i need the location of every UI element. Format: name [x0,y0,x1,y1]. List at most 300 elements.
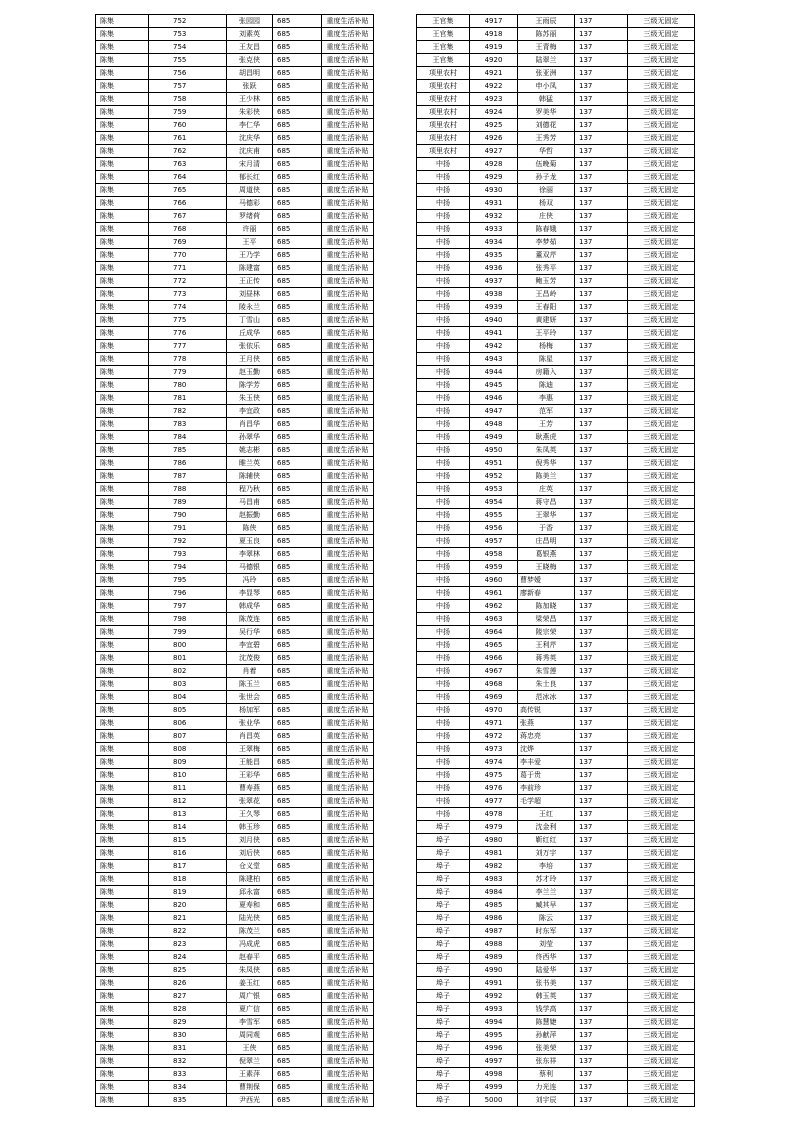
amount-cell: 137 [575,288,628,301]
subsidy-type-cell: 三级无固定 [628,522,695,535]
subsidy-type-cell: 重度生活补贴 [322,197,374,210]
name-cell: 王少林 [227,93,273,106]
subsidy-type-cell: 重度生活补贴 [322,626,374,639]
subsidy-type-cell: 三级无固定 [628,730,695,743]
subsidy-type-cell: 重度生活补贴 [322,925,374,938]
number-cell: 4952 [470,470,518,483]
name-cell: 张美荣 [518,1042,575,1055]
town-cell: 埠子 [417,847,470,860]
subsidy-type-cell: 三级无固定 [628,262,695,275]
subsidy-type-cell: 重度生活补贴 [322,522,374,535]
number-cell: 4990 [470,964,518,977]
number-cell: 797 [149,600,227,613]
town-cell: 陈集 [96,522,149,535]
number-cell: 832 [149,1055,227,1068]
subsidy-type-cell: 重度生活补贴 [322,782,374,795]
subsidy-type-cell: 重度生活补贴 [322,613,374,626]
subsidy-type-cell: 重度生活补贴 [322,977,374,990]
number-cell: 775 [149,314,227,327]
amount-cell: 137 [575,223,628,236]
table-row [417,262,695,275]
town-cell: 中扬 [417,808,470,821]
subsidy-type-cell: 三级无固定 [628,145,695,158]
town-cell: 陈集 [96,184,149,197]
table-row [417,535,695,548]
number-cell: 4985 [470,899,518,912]
town-cell: 陈集 [96,665,149,678]
number-cell: 760 [149,119,227,132]
table-row [96,262,374,275]
table-row [417,548,695,561]
number-cell: 752 [149,15,227,28]
town-cell: 陈集 [96,652,149,665]
table-row [96,691,374,704]
amount-cell: 137 [575,119,628,132]
table-row [417,340,695,353]
amount-cell: 685 [273,626,322,639]
subsidy-type-cell: 重度生活补贴 [322,236,374,249]
table-row [417,106,695,119]
table-row [96,756,374,769]
subsidy-type-cell: 重度生活补贴 [322,366,374,379]
subsidy-type-cell: 三级无固定 [628,1003,695,1016]
subsidy-type-cell: 重度生活补贴 [322,249,374,262]
amount-cell: 137 [575,483,628,496]
number-cell: 4946 [470,392,518,405]
table-row [417,561,695,574]
name-cell: 刘月侠 [227,834,273,847]
subsidy-type-cell: 重度生活补贴 [322,444,374,457]
town-cell: 陈集 [96,158,149,171]
number-cell: 802 [149,665,227,678]
table-row [417,93,695,106]
number-cell: 4936 [470,262,518,275]
amount-cell: 685 [273,132,322,145]
town-cell: 陈集 [96,379,149,392]
table-row [417,483,695,496]
table-row [417,574,695,587]
table-row [417,1016,695,1029]
table-row [96,444,374,457]
amount-cell: 137 [575,678,628,691]
town-cell: 陈集 [96,899,149,912]
town-cell: 埠子 [417,1003,470,1016]
table-row [417,54,695,67]
town-cell: 陈集 [96,210,149,223]
table-row [96,431,374,444]
subsidy-type-cell: 重度生活补贴 [322,80,374,93]
number-cell: 4992 [470,990,518,1003]
table-row [417,964,695,977]
table-row [96,743,374,756]
amount-cell: 685 [273,1003,322,1016]
town-cell: 陈集 [96,535,149,548]
name-cell: 姜玉红 [227,977,273,990]
subsidy-type-cell: 重度生活补贴 [322,496,374,509]
number-cell: 818 [149,873,227,886]
amount-cell: 685 [273,1094,322,1107]
amount-cell: 137 [575,132,628,145]
table-row [96,405,374,418]
table-row [417,1003,695,1016]
number-cell: 4944 [470,366,518,379]
amount-cell: 685 [273,639,322,652]
table-row [96,912,374,925]
number-cell: 4922 [470,80,518,93]
amount-cell: 137 [575,314,628,327]
number-cell: 824 [149,951,227,964]
number-cell: 4968 [470,678,518,691]
town-cell: 中扬 [417,691,470,704]
name-cell: 刘万宇 [518,847,575,860]
number-cell: 4943 [470,353,518,366]
number-cell: 761 [149,132,227,145]
amount-cell: 685 [273,28,322,41]
number-cell: 4948 [470,418,518,431]
number-cell: 762 [149,145,227,158]
amount-cell: 685 [273,80,322,93]
number-cell: 804 [149,691,227,704]
name-cell: 赵玉勤 [227,366,273,379]
name-cell: 徐丽 [518,184,575,197]
name-cell: 倪翠兰 [227,1055,273,1068]
amount-cell: 685 [273,327,322,340]
amount-cell: 137 [575,1042,628,1055]
amount-cell: 137 [575,743,628,756]
table-row [417,379,695,392]
name-cell: 刘德花 [518,119,575,132]
name-cell: 姚志彬 [227,444,273,457]
number-cell: 778 [149,353,227,366]
name-cell: 沈烨 [518,743,575,756]
table-row [417,509,695,522]
name-cell: 朱凤英 [518,444,575,457]
town-cell: 中扬 [417,158,470,171]
subsidy-type-cell: 三级无固定 [628,28,695,41]
number-cell: 788 [149,483,227,496]
amount-cell: 137 [575,613,628,626]
table-row [417,327,695,340]
subsidy-type-cell: 三级无固定 [628,41,695,54]
town-cell: 陈集 [96,847,149,860]
amount-cell: 137 [575,574,628,587]
town-cell: 陈集 [96,93,149,106]
number-cell: 786 [149,457,227,470]
amount-cell: 137 [575,977,628,990]
number-cell: 796 [149,587,227,600]
amount-cell: 685 [273,522,322,535]
table-row [96,314,374,327]
name-cell: 陈茂兰 [227,925,273,938]
table-row [96,67,374,80]
name-cell: 沈金利 [518,821,575,834]
table-row [96,873,374,886]
town-cell: 中扬 [417,314,470,327]
town-cell: 陈集 [96,80,149,93]
name-cell: 郁长红 [227,171,273,184]
subsidy-type-cell: 重度生活补贴 [322,93,374,106]
town-cell: 中扬 [417,223,470,236]
amount-cell: 685 [273,925,322,938]
name-cell: 梁荣昌 [518,613,575,626]
subsidy-type-cell: 重度生活补贴 [322,210,374,223]
town-cell: 陈集 [96,587,149,600]
name-cell: 庄昌明 [518,535,575,548]
table-row [417,184,695,197]
subsidy-type-cell: 三级无固定 [628,80,695,93]
table-row [417,652,695,665]
subsidy-type-cell: 三级无固定 [628,210,695,223]
table-row [96,483,374,496]
table-row [417,834,695,847]
number-cell: 4917 [470,15,518,28]
subsidy-type-cell: 重度生活补贴 [322,470,374,483]
amount-cell: 137 [575,639,628,652]
subsidy-type-cell: 重度生活补贴 [322,769,374,782]
number-cell: 4932 [470,210,518,223]
number-cell: 800 [149,639,227,652]
town-cell: 中扬 [417,535,470,548]
town-cell: 陈集 [96,106,149,119]
number-cell: 4994 [470,1016,518,1029]
subsidy-type-cell: 三级无固定 [628,171,695,184]
name-cell: 庄英 [518,483,575,496]
name-cell: 肖昌英 [227,730,273,743]
subsidy-type-cell: 三级无固定 [628,925,695,938]
name-cell: 范冰冰 [518,691,575,704]
table-row [96,925,374,938]
table-row [417,288,695,301]
town-cell: 中扬 [417,639,470,652]
amount-cell: 137 [575,80,628,93]
amount-cell: 137 [575,431,628,444]
table-row [417,600,695,613]
town-cell: 中扬 [417,184,470,197]
number-cell: 4959 [470,561,518,574]
amount-cell: 685 [273,145,322,158]
name-cell: 臧其早 [518,899,575,912]
name-cell: 王翠华 [518,509,575,522]
table-row [417,756,695,769]
subsidy-type-cell: 三级无固定 [628,795,695,808]
table-row [417,275,695,288]
number-cell: 4997 [470,1055,518,1068]
subsidy-type-cell: 三级无固定 [628,691,695,704]
town-cell: 中扬 [417,236,470,249]
town-cell: 陈集 [96,834,149,847]
table-row [417,717,695,730]
number-cell: 4982 [470,860,518,873]
town-cell: 埠子 [417,964,470,977]
town-cell: 中扬 [417,522,470,535]
table-row [96,847,374,860]
table-row [96,288,374,301]
table-row [96,769,374,782]
town-cell: 陈集 [96,340,149,353]
name-cell: 王正传 [227,275,273,288]
table-row [96,561,374,574]
town-cell: 陈集 [96,197,149,210]
name-cell: 陈云 [518,912,575,925]
subsidy-type-cell: 三级无固定 [628,769,695,782]
number-cell: 827 [149,990,227,1003]
town-cell: 陈集 [96,574,149,587]
amount-cell: 137 [575,951,628,964]
number-cell: 754 [149,41,227,54]
number-cell: 4935 [470,249,518,262]
amount-cell: 685 [273,860,322,873]
subsidy-type-cell: 重度生活补贴 [322,405,374,418]
amount-cell: 137 [575,860,628,873]
subsidy-type-cell: 重度生活补贴 [322,873,374,886]
town-cell: 埠子 [417,873,470,886]
subsidy-type-cell: 重度生活补贴 [322,262,374,275]
table-row [96,951,374,964]
table-row [96,587,374,600]
number-cell: 4930 [470,184,518,197]
amount-cell: 137 [575,340,628,353]
town-cell: 陈集 [96,444,149,457]
table-row [96,301,374,314]
town-cell: 中扬 [417,496,470,509]
amount-cell: 137 [575,275,628,288]
town-cell: 中扬 [417,197,470,210]
number-cell: 4942 [470,340,518,353]
subsidy-type-cell: 重度生活补贴 [322,119,374,132]
name-cell: 马昌甫 [227,496,273,509]
table-row [417,847,695,860]
town-cell: 中扬 [417,340,470,353]
table-row [417,145,695,158]
town-cell: 陈集 [96,886,149,899]
amount-cell: 137 [575,834,628,847]
name-cell: 陵宗荣 [518,626,575,639]
amount-cell: 685 [273,340,322,353]
town-cell: 陈集 [96,1094,149,1107]
town-cell: 埠子 [417,1068,470,1081]
number-cell: 4927 [470,145,518,158]
subsidy-type-cell: 三级无固定 [628,93,695,106]
amount-cell: 137 [575,990,628,1003]
subsidy-type-cell: 三级无固定 [628,379,695,392]
name-cell: 刘后侠 [227,847,273,860]
table-row [96,470,374,483]
name-cell: 朱玉侠 [227,392,273,405]
number-cell: 4972 [470,730,518,743]
subsidy-type-cell: 重度生活补贴 [322,535,374,548]
name-cell: 马德银 [227,561,273,574]
town-cell: 埠子 [417,977,470,990]
number-cell: 4981 [470,847,518,860]
name-cell: 韩玉英 [518,990,575,1003]
town-cell: 陈集 [96,262,149,275]
town-cell: 埠子 [417,938,470,951]
number-cell: 765 [149,184,227,197]
table-row [417,990,695,1003]
table-row [96,1042,374,1055]
amount-cell: 685 [273,444,322,457]
amount-cell: 137 [575,28,628,41]
name-cell: 房籍入 [518,366,575,379]
number-cell: 4949 [470,431,518,444]
town-cell: 埠子 [417,1055,470,1068]
number-cell: 4998 [470,1068,518,1081]
table-row [417,1094,695,1107]
amount-cell: 685 [273,912,322,925]
town-cell: 陈集 [96,145,149,158]
amount-cell: 137 [575,1081,628,1094]
name-cell: 陈星 [518,353,575,366]
table-row [96,522,374,535]
name-cell: 邱永富 [227,886,273,899]
subsidy-type-cell: 三级无固定 [628,496,695,509]
amount-cell: 137 [575,1003,628,1016]
number-cell: 4919 [470,41,518,54]
subsidy-type-cell: 三级无固定 [628,1055,695,1068]
name-cell: 赵振勤 [227,509,273,522]
number-cell: 809 [149,756,227,769]
number-cell: 783 [149,418,227,431]
table-row [417,119,695,132]
subsidy-type-cell: 三级无固定 [628,106,695,119]
number-cell: 4954 [470,496,518,509]
subsidy-type-cell: 三级无固定 [628,587,695,600]
town-cell: 中扬 [417,431,470,444]
subsidy-type-cell: 三级无固定 [628,808,695,821]
town-cell: 中扬 [417,743,470,756]
town-cell: 王官集 [417,54,470,67]
table-row [96,782,374,795]
table-row [96,223,374,236]
town-cell: 陈集 [96,860,149,873]
table-row [417,977,695,990]
amount-cell: 685 [273,899,322,912]
number-cell: 833 [149,1068,227,1081]
table-row [417,899,695,912]
name-cell: 华哲 [518,145,575,158]
amount-cell: 685 [273,665,322,678]
table-row [96,808,374,821]
amount-cell: 685 [273,847,322,860]
name-cell: 张书美 [518,977,575,990]
table-row [417,639,695,652]
amount-cell: 137 [575,444,628,457]
subsidy-type-cell: 三级无固定 [628,1016,695,1029]
town-cell: 埠子 [417,1081,470,1094]
number-cell: 4918 [470,28,518,41]
name-cell: 韩玉珍 [227,821,273,834]
number-cell: 4924 [470,106,518,119]
subsidy-type-cell: 重度生活补贴 [322,54,374,67]
table-row [417,886,695,899]
number-cell: 821 [149,912,227,925]
amount-cell: 137 [575,405,628,418]
town-cell: 中扬 [417,613,470,626]
subsidy-type-cell: 重度生活补贴 [322,67,374,80]
number-cell: 4973 [470,743,518,756]
amount-cell: 137 [575,509,628,522]
town-cell: 王官集 [417,41,470,54]
subsidy-type-cell: 重度生活补贴 [322,795,374,808]
table-row [417,431,695,444]
table-row [96,652,374,665]
amount-cell: 685 [273,119,322,132]
amount-cell: 137 [575,106,628,119]
amount-cell: 685 [273,769,322,782]
amount-cell: 685 [273,795,322,808]
amount-cell: 137 [575,600,628,613]
table-row [417,743,695,756]
